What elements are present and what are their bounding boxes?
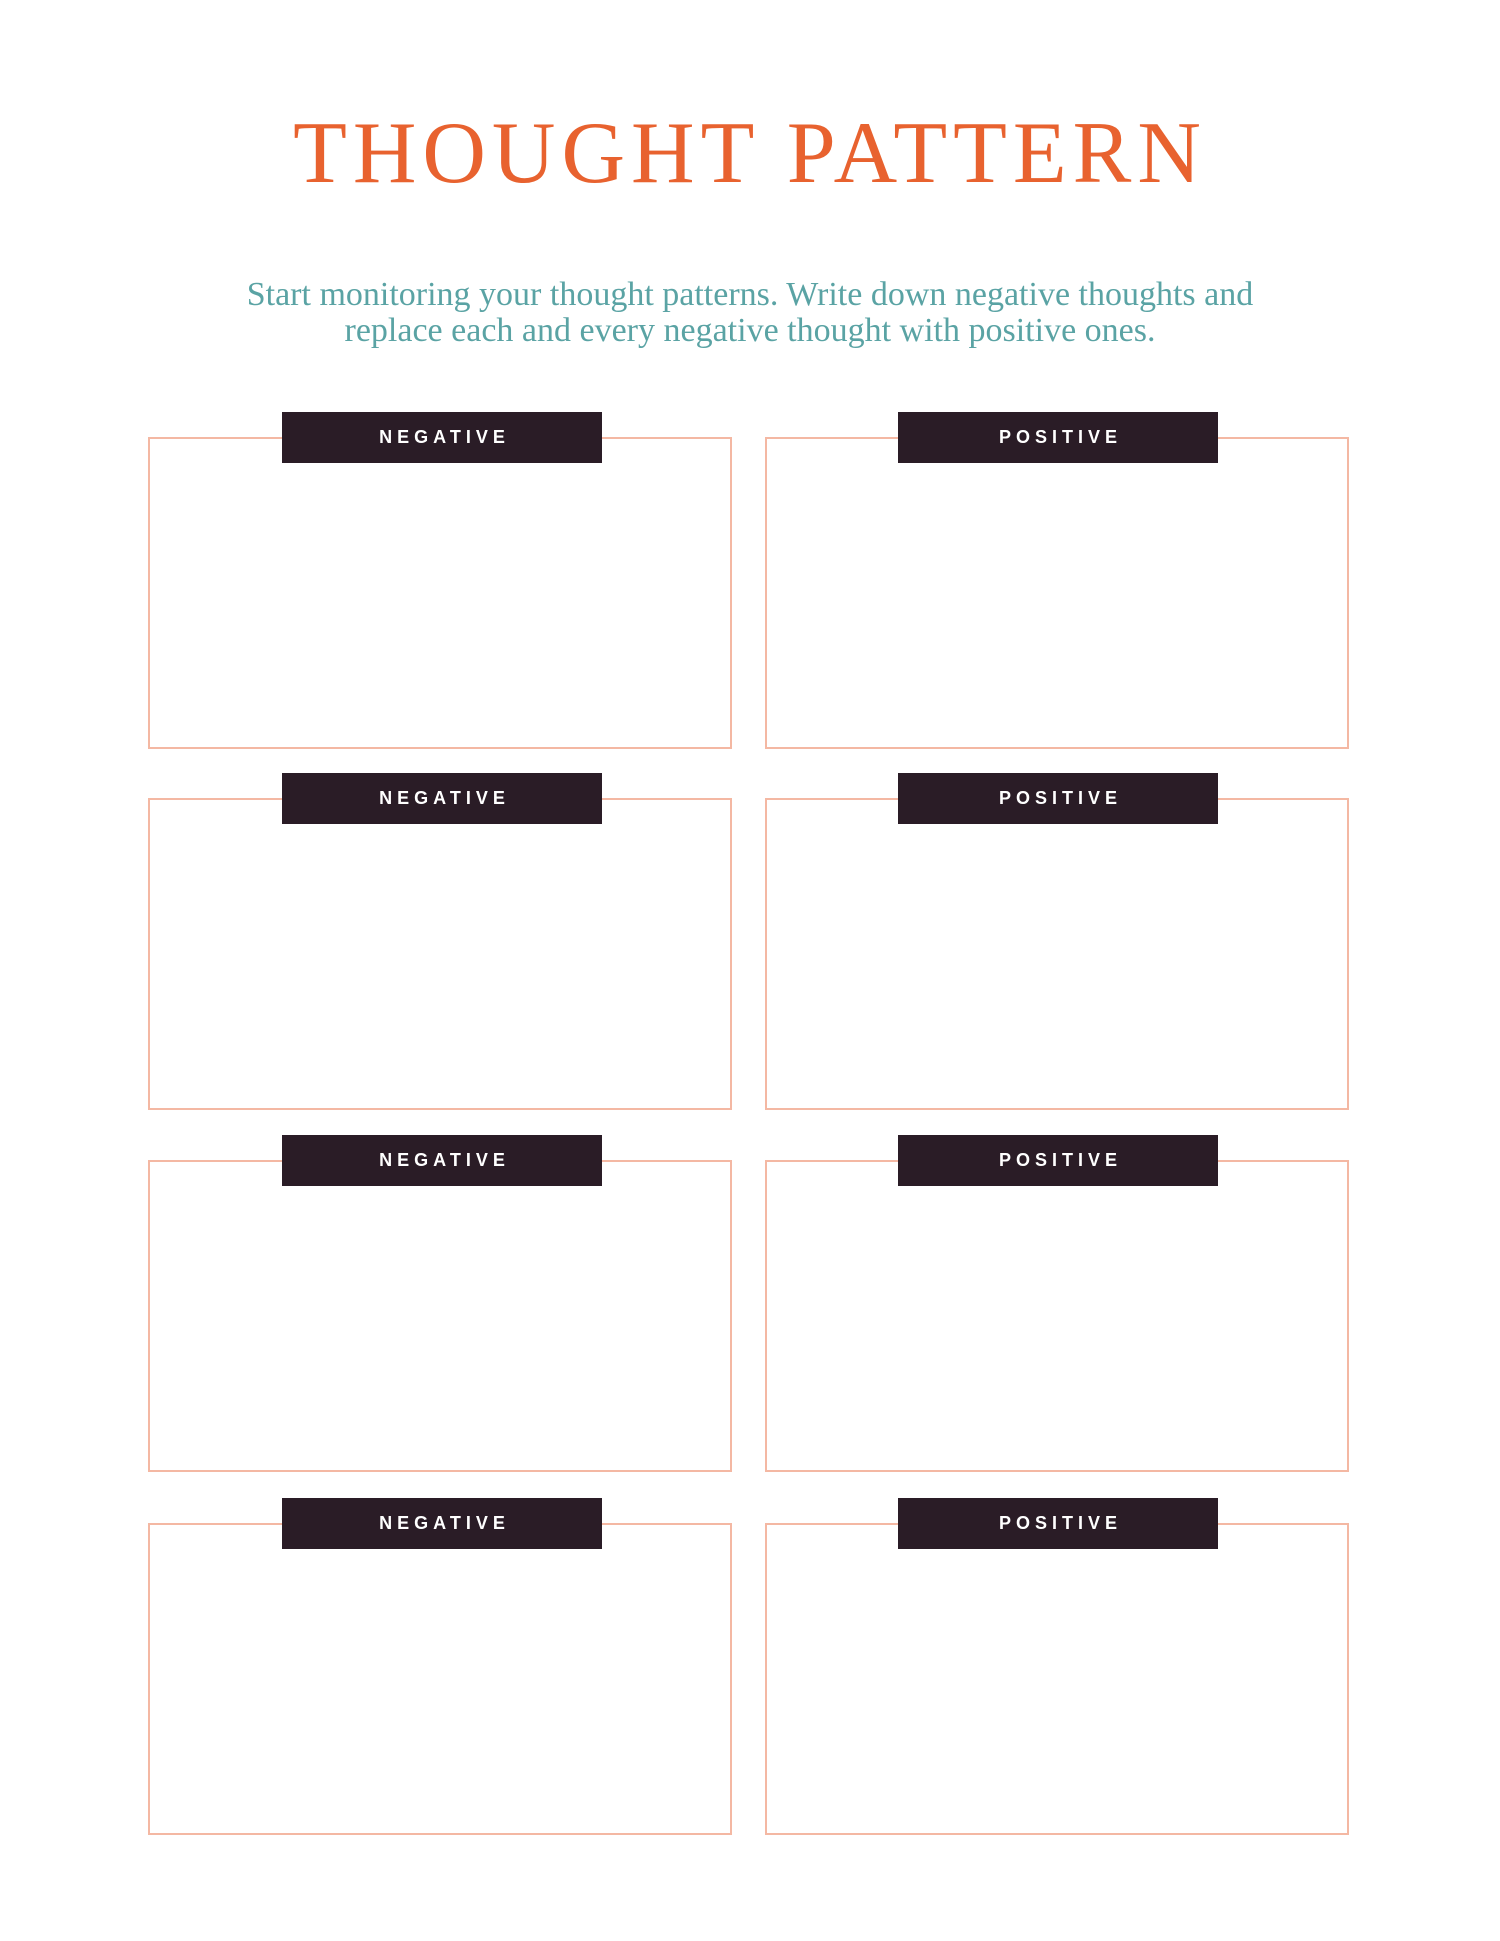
instructions-line-1: Start monitoring your thought patterns. Write down negative thoughts and	[246, 276, 1254, 313]
negative-label: NEGATIVE	[282, 1498, 602, 1549]
positive-label: POSITIVE	[898, 773, 1218, 824]
page-title: THOUGHT PATTERN	[293, 105, 1207, 202]
instructions-line-2: replace each and every negative thought with positive ones.	[344, 312, 1156, 349]
negative-box[interactable]	[148, 798, 732, 1110]
positive-box[interactable]	[765, 437, 1349, 749]
negative-box[interactable]	[148, 1523, 732, 1835]
positive-label: POSITIVE	[898, 1498, 1218, 1549]
positive-label: POSITIVE	[898, 1135, 1218, 1186]
negative-label: NEGATIVE	[282, 412, 602, 463]
negative-label: NEGATIVE	[282, 1135, 602, 1186]
negative-label: NEGATIVE	[282, 773, 602, 824]
negative-box[interactable]	[148, 1160, 732, 1472]
instructions	[150, 277, 1350, 349]
positive-label: POSITIVE	[898, 412, 1218, 463]
positive-box[interactable]	[765, 798, 1349, 1110]
negative-box[interactable]	[148, 437, 732, 749]
positive-box[interactable]	[765, 1160, 1349, 1472]
positive-box[interactable]	[765, 1523, 1349, 1835]
